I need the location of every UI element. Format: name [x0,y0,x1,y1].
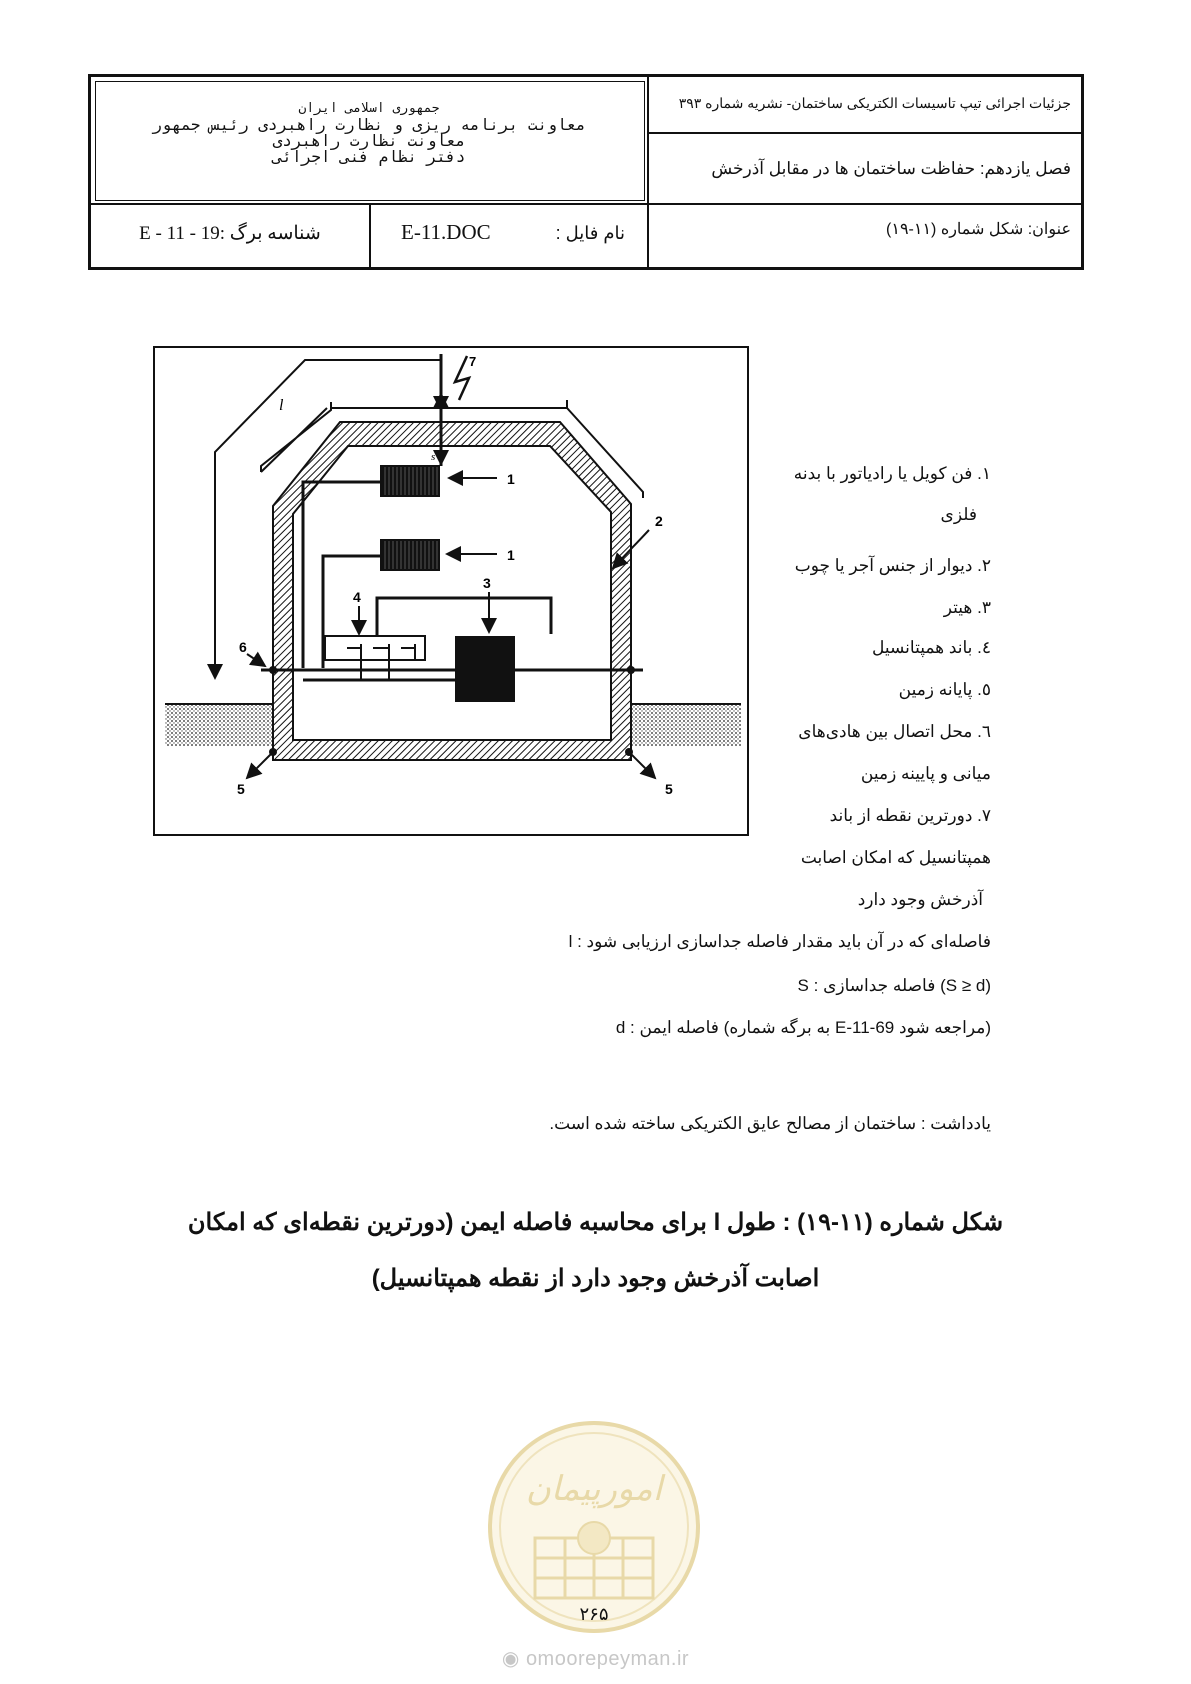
conductor-heater [377,598,551,636]
label-3: 3 [483,575,491,591]
chapter-cell [649,134,1081,205]
watermark-url-text: omoorepeyman.ir [525,1648,690,1670]
sheet-id-text: شناسه برگ :19 - 11 - E [139,223,321,244]
definition-s: S : فاصله جداسازی (S ≥ d) [797,976,991,995]
legend-item-7: ۷. دورترین نقطه از باند [829,806,991,825]
heater [455,636,515,702]
stamp-emblem-icon [578,1522,610,1554]
label-7: 7 [469,354,477,369]
org-line-3: معاونت نظارت راهبردی [272,131,466,150]
title-cell [649,205,1081,267]
lightning-bolt-icon [455,356,469,400]
fan-coil-2 [381,540,439,570]
publication-cell [649,77,1081,134]
chapter-text: فصل یازدهم: حفاظت ساختمان ها در مقابل آذرخش [711,159,1071,178]
org-line-4: دفتر نظام فنی اجرائی [272,147,466,166]
lightning-figure [153,346,749,836]
legend-item-1-cont: فلزی [940,505,977,524]
org-line-2: معاونت برنامه ریزی و نظارت راهبردی رئیس جمهور [152,115,586,134]
legend-item-6-cont: میانی و پایینه زمین [860,764,991,783]
legend-item-1: ۱. فن کویل یا رادیاتور با بدنه [793,464,991,483]
label-2: 2 [655,513,663,529]
label-5a: 5 [237,781,245,797]
publication-text: جزئیات اجرائی تیپ تاسیسات الکتریکی ساختمان- نشریه شماره ۳۹۳ [678,95,1071,111]
legend-item-3: ۳. هیتر [943,598,991,617]
file-name-cell [371,205,649,267]
label-5b: 5 [665,781,673,797]
file-name-label: نام فایل : [555,223,625,243]
legend-item-5: ٥. پایانه زمین [898,680,991,699]
page-number: ۲۶۵ [579,1604,609,1625]
building-wall [273,422,631,760]
file-name-value: E-11.DOC [401,220,491,244]
org-line-1: جمهوری اسلامی ایران [298,101,440,116]
ground-right [631,704,741,746]
definition-l: l : فاصله‌ای که در آن باید مقدار فاصله جداسازی ارزیابی شود [568,932,991,951]
organization-cell [91,77,649,205]
legend-item-6: ٦. محل اتصال بین هادی‌های [798,722,991,741]
fan-coil-1 [381,466,439,496]
definition-d: d : فاصله ایمن (به برگه شماره E-11-69 مراجعه شود) [615,1018,991,1037]
header-table [88,74,1084,270]
label-4: 4 [353,589,361,605]
legend-item-7-cont: همپتانسیل که امکان اصابت [800,848,991,867]
label-l: l [279,397,284,414]
note-text: یادداشت : ساختمان از مصالح عایق الکتریکی ساخته شده است. [549,1114,991,1133]
label-6: 6 [239,639,247,655]
label-1b: 1 [507,547,515,563]
label-1a: 1 [507,471,515,487]
watermark-url: ◉ omoorepeyman.ir [501,1648,690,1670]
building-diagram [155,348,747,834]
ground-left [165,704,273,746]
sheet-id-cell [91,205,371,267]
stamp-text: امورپیمان [525,1469,663,1509]
legend-item-2: ۲. دیوار از جنس آجر یا چوب [794,556,991,575]
title-text: عنوان: شکل شماره (۱۱-۱۹) [886,221,1071,238]
organization-stamp [487,1420,701,1634]
legend-item-7-cont2: آذرخش وجود دارد [857,890,983,909]
caption-line-2: اصابت آذرخش وجود دارد از نقطه همپتانسیل) [371,1265,820,1292]
legend-item-4: ٤. باند همپتانسیل [871,638,991,657]
label-s: s [431,451,436,463]
caption-line-1: شکل شماره (۱۱-۱۹) : طول l برای محاسبه فاصله ایمن (دورترین نقطه‌ای که امکان [187,1209,1004,1236]
